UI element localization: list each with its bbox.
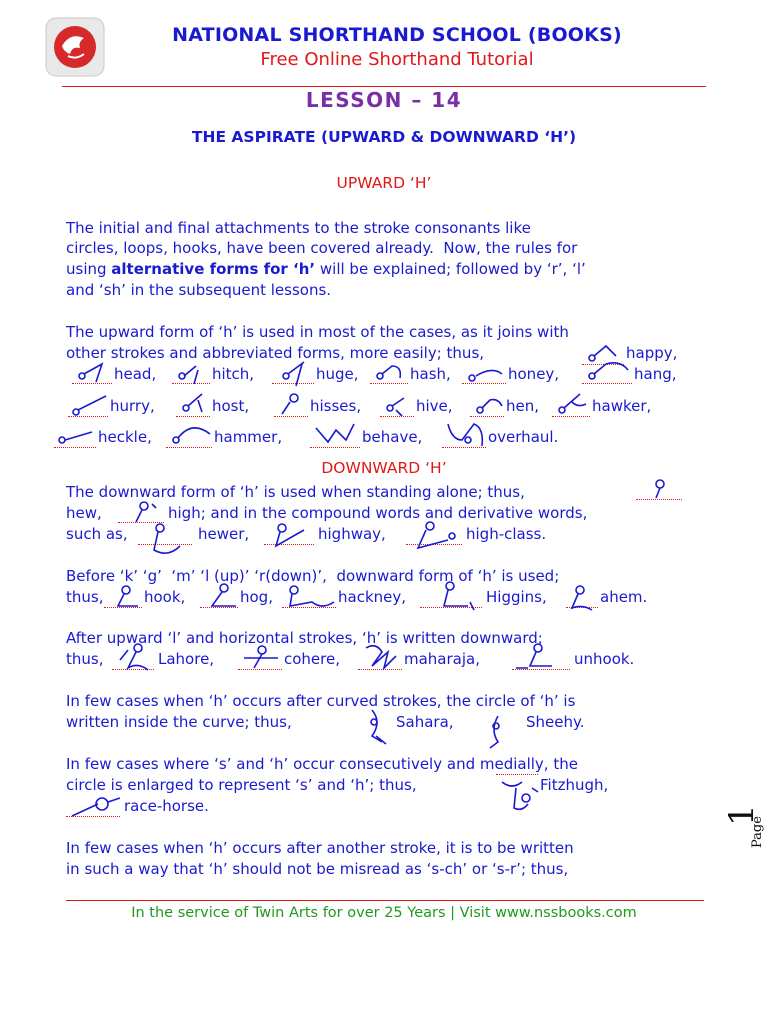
word-hammer: hammer, (214, 428, 283, 446)
outline-underline (420, 607, 482, 608)
word-lahore: Lahore, (158, 650, 215, 668)
word-behave: behave, (362, 428, 423, 446)
word-sahara: Sahara, (396, 713, 454, 731)
word-maharaja: maharaja, (404, 650, 480, 668)
word-hash: hash, (410, 365, 451, 383)
word-honey: honey, (508, 365, 560, 383)
word-sheehy: Sheehy. (526, 713, 585, 731)
shorthand-hammer (168, 420, 214, 448)
outline-underline (282, 607, 336, 608)
word-unhook: unhook. (574, 650, 635, 668)
outline-underline (380, 416, 414, 417)
school-logo (44, 16, 106, 78)
outline-underline (370, 383, 408, 384)
paragraph-line: The downward form of ‘h’ is used when standing alone; thus, (66, 483, 525, 501)
word-hitch: hitch, (212, 365, 255, 383)
outline-underline (470, 416, 504, 417)
shorthand-cohere (240, 644, 282, 672)
word-hewer: hewer, (198, 525, 250, 543)
shorthand-high-class (408, 518, 462, 552)
shorthand-highway (268, 520, 312, 552)
section-upward-h: UPWARD ‘H’ (336, 174, 432, 192)
shorthand-behave (312, 420, 360, 448)
shorthand-hisses (276, 390, 308, 418)
word-happy: happy, (626, 344, 678, 362)
paragraph-line: The initial and final attachments to the stroke consonants like (66, 219, 531, 237)
outline-underline (118, 522, 164, 523)
paragraph-line: high; and in the compound words and derivative words, (168, 504, 588, 522)
outline-underline (166, 447, 212, 448)
paragraph-line: circles, loops, hooks, have been covered already. Now, the rules for (66, 239, 578, 257)
bold-term: alternative forms for ‘h’ (111, 260, 316, 278)
word-heckle: heckle, (98, 428, 152, 446)
page-word: Page (750, 816, 765, 848)
outline-underline (442, 447, 486, 448)
shorthand-heckle (56, 428, 96, 448)
word-fitzhugh: Fitzhugh, (540, 776, 609, 794)
word-hog: hog, (240, 588, 273, 606)
page-number-label (722, 802, 768, 848)
shorthand-happy (584, 342, 624, 366)
outline-underline (54, 447, 96, 448)
shorthand-hen (472, 394, 504, 418)
shorthand-sahara (360, 706, 396, 748)
paragraph-line: In few cases when ‘h’ occurs after another stroke, it is to be written (66, 839, 574, 857)
shorthand-hew (646, 478, 676, 500)
paragraph-line: In few cases when ‘h’ occurs after curved strokes, the circle of ‘h’ is (66, 692, 576, 710)
word-hurry: hurry, (110, 397, 155, 415)
lesson-subtitle: THE ASPIRATE (UPWARD & DOWNWARD ‘H’) (191, 128, 577, 146)
paragraph-line: other strokes and abbreviated forms, more easily; thus, (66, 344, 485, 362)
shorthand-hawker (554, 388, 590, 418)
outline-underline (264, 544, 314, 545)
outline-underline (566, 607, 598, 608)
outline-underline (358, 669, 402, 670)
paragraph-line: thus, (66, 650, 104, 668)
paragraph-line: in such a way that ‘h’ should not be misread as ‘s-ch’ or ‘s-r’; thus, (66, 860, 569, 878)
outline-underline (582, 383, 632, 384)
shorthand-overhaul (444, 418, 488, 450)
word-hackney: hackney, (338, 588, 407, 606)
word-hisses: hisses, (310, 397, 362, 415)
shorthand-honey (464, 364, 506, 384)
outline-underline (112, 669, 154, 670)
outline-underline (462, 383, 506, 384)
lesson-title: LESSON – 14 (305, 88, 463, 112)
outline-underline (272, 383, 314, 384)
shorthand-host (178, 392, 210, 418)
outline-underline (238, 669, 282, 670)
footer-text: In the service of Twin Arts for over 25 Years | Visit www.nssbooks.com (131, 905, 637, 921)
outline-underline (552, 416, 590, 417)
word-race-horse: race-horse. (124, 797, 209, 815)
section-downward-h: DOWNWARD ‘H’ (321, 459, 447, 477)
shorthand-hive (382, 394, 414, 418)
paragraph-line: After upward ‘l’ and horizontal strokes, ‘h’ is written downward; (66, 629, 543, 647)
paragraph-line: The upward form of ‘h’ is used in most of the cases, as it joins with (66, 323, 569, 341)
paragraph-line: written inside the curve; thus, (66, 713, 292, 731)
word-high-class: high-class. (466, 525, 547, 543)
school-name: NATIONAL SHORTHAND SCHOOL (BOOKS) (172, 24, 622, 46)
shorthand-hurry (70, 392, 110, 418)
outline-underline (72, 383, 112, 384)
outline-underline (200, 607, 238, 608)
paragraph-line: such as, (66, 525, 128, 543)
shorthand-hewer (146, 520, 192, 562)
word-overhaul: overhaul. (488, 428, 559, 446)
shorthand-race-horse (68, 794, 124, 822)
outline-underline (406, 544, 462, 545)
shorthand-high (126, 500, 162, 524)
paragraph-line: thus, (66, 588, 104, 606)
paragraph-line: Before ‘k’ ‘g’ ‘m’ ‘l (up)’ ‘r(down)’, downward form of ‘h’ is used; (66, 567, 560, 585)
outline-underline (176, 416, 210, 417)
word-hive: hive, (416, 397, 453, 415)
outline-underline (512, 669, 570, 670)
header-divider (62, 86, 706, 87)
word-higgins: Higgins, (486, 588, 547, 606)
word-hawker: hawker, (592, 397, 652, 415)
word-cohere: cohere, (284, 650, 340, 668)
shorthand-sheehy (478, 712, 514, 752)
word-ahem: ahem. (600, 588, 648, 606)
word-hen: hen, (506, 397, 540, 415)
shorthand-hog (204, 582, 240, 610)
shorthand-fitzhugh (498, 778, 544, 818)
page-number: 1 (722, 804, 762, 826)
outline-underline (582, 364, 624, 365)
outline-underline (274, 416, 308, 417)
outline-underline (172, 383, 210, 384)
outline-underline (496, 774, 538, 775)
tagline: Free Online Shorthand Tutorial (260, 49, 534, 70)
paragraph-line: and ‘sh’ in the subsequent lessons. (66, 281, 332, 299)
paragraph-line: using alternative forms for ‘h’ will be explained; followed by ‘r’, ‘l’ (66, 260, 586, 278)
word-highway: highway, (318, 525, 386, 543)
word-hang: hang, (634, 365, 677, 383)
outline-underline (66, 816, 120, 817)
outline-underline (68, 416, 108, 417)
outline-underline (104, 607, 142, 608)
outline-underline (310, 447, 360, 448)
footer-divider (66, 900, 704, 901)
word-huge: huge, (316, 365, 359, 383)
outline-underline (138, 544, 192, 545)
word-hew: hew, (66, 504, 102, 522)
word-hook: hook, (144, 588, 186, 606)
word-head: head, (114, 365, 157, 383)
paragraph-line: circle is enlarged to represent ‘s’ and ‘h’; thus, (66, 776, 417, 794)
paragraph-line: In few cases where ‘s’ and ‘h’ occur consecutively and medially, the (66, 755, 578, 773)
outline-underline (636, 499, 682, 500)
word-host: host, (212, 397, 250, 415)
